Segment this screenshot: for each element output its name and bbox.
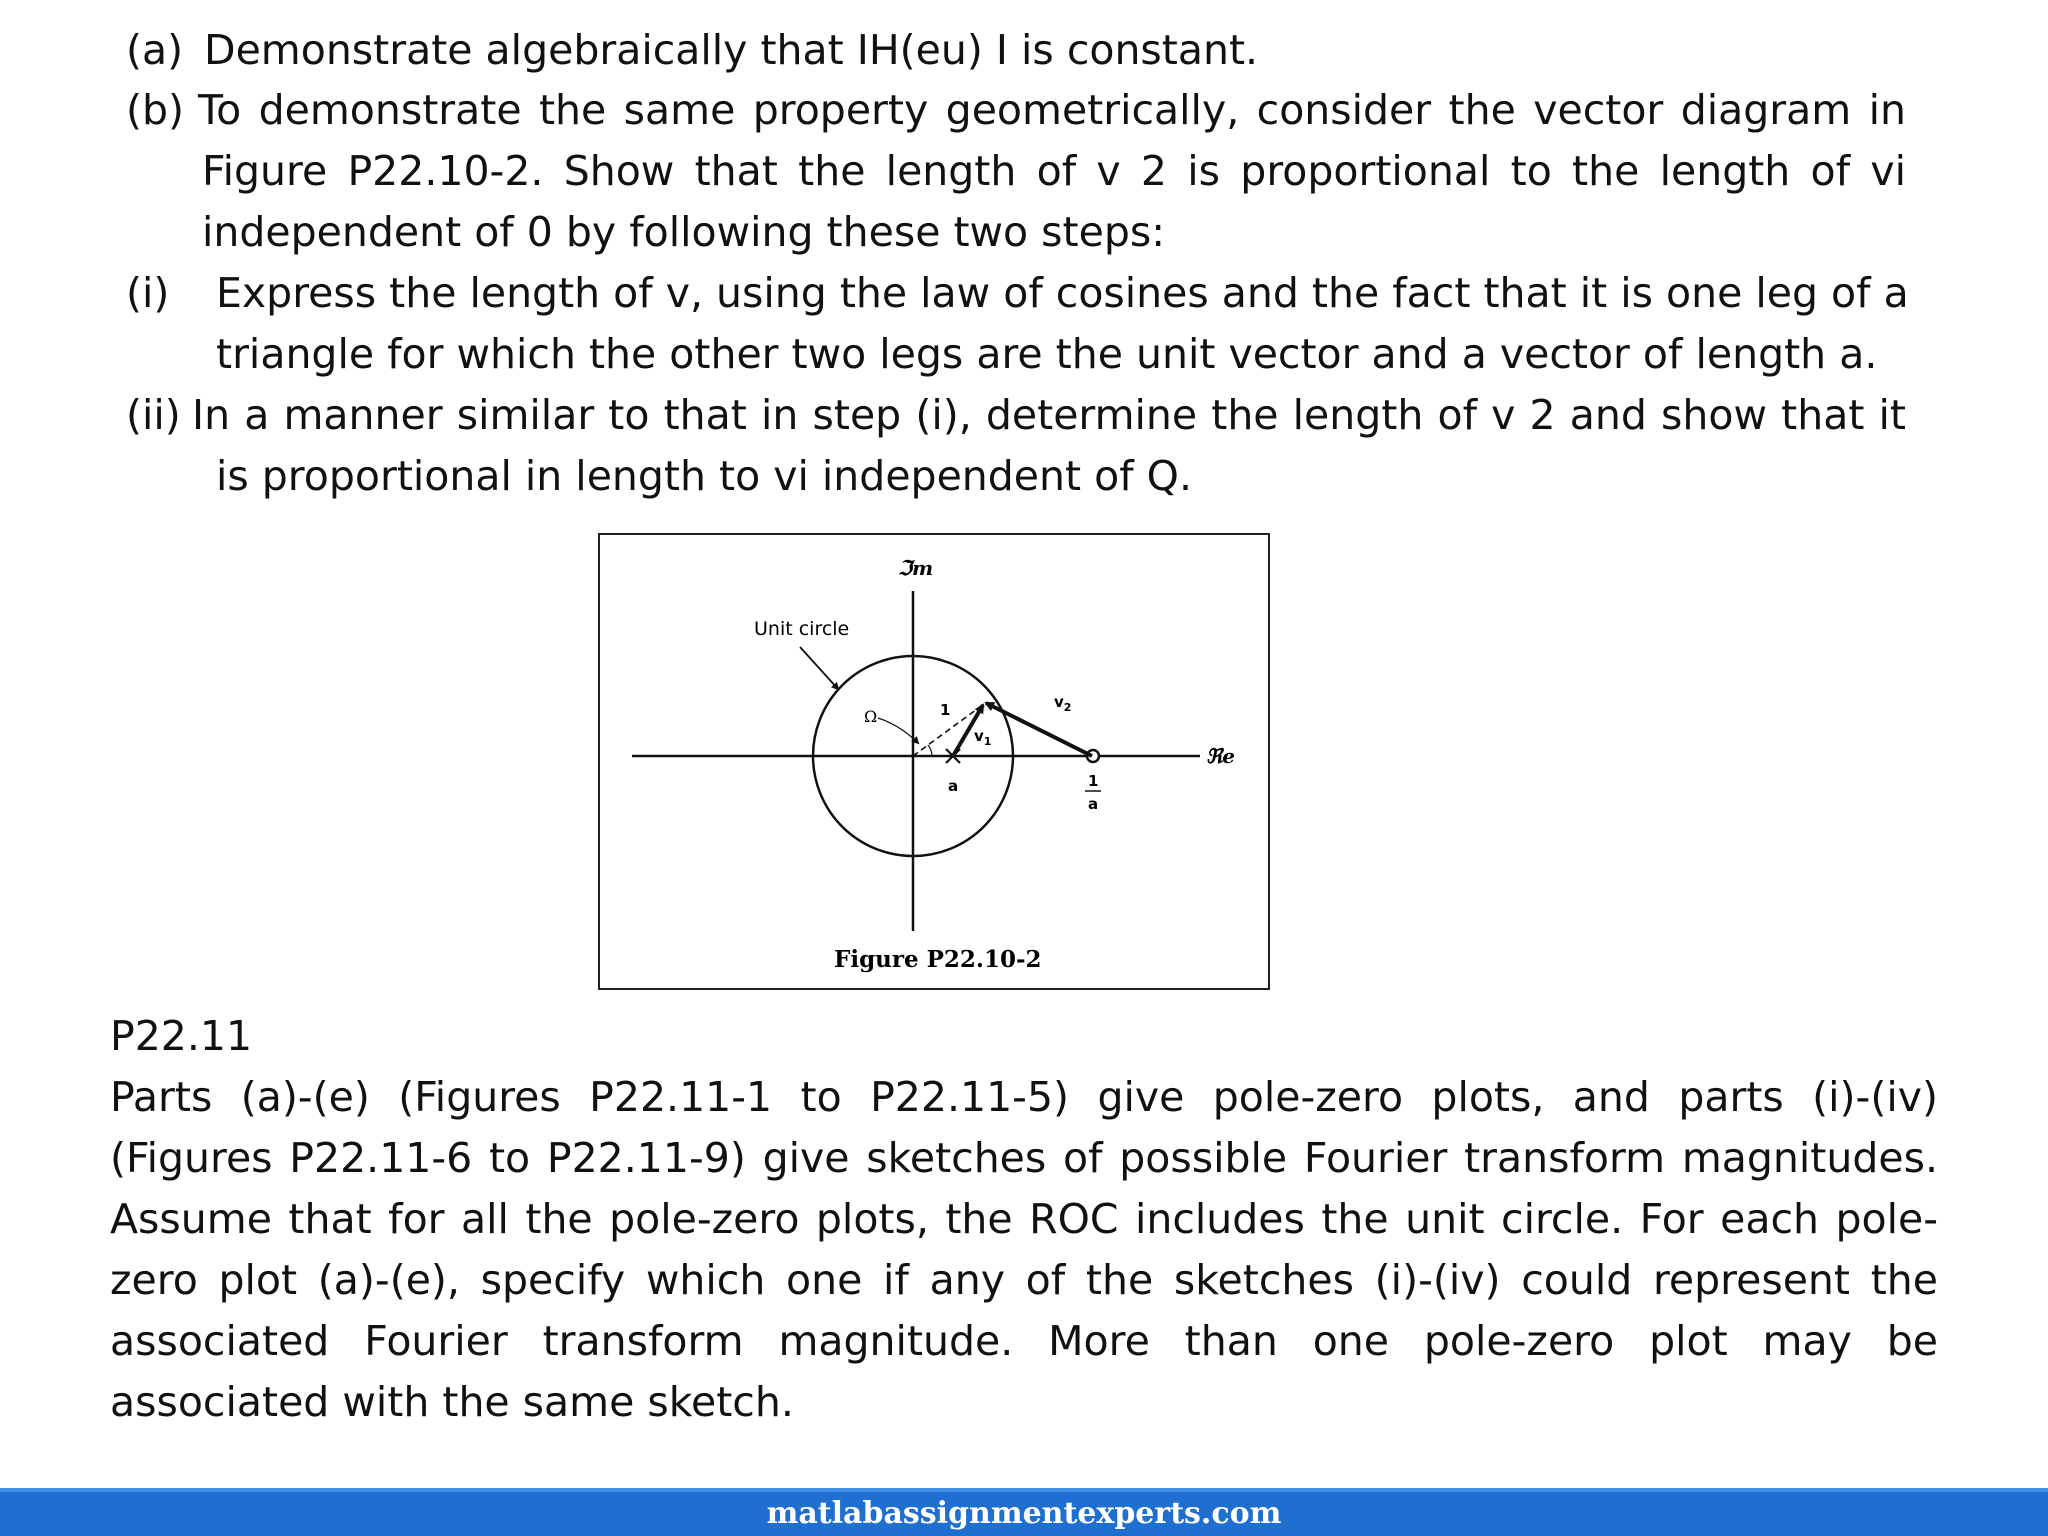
step-ii-label: (ii)	[126, 391, 181, 439]
question-a-label: (a)	[126, 26, 184, 74]
imaginary-axis-label: ℑm	[898, 556, 934, 580]
inverse-a-denominator: a	[1088, 795, 1099, 813]
v2-label	[1054, 693, 1071, 714]
v1-subscript: 1	[983, 735, 992, 748]
unit-length-label: 1	[940, 701, 951, 719]
inverse-a-numerator: 1	[1088, 772, 1099, 790]
v1-letter: v	[974, 727, 984, 745]
footer-site-link[interactable]: matlabassignmentexperts.com	[766, 1496, 1282, 1531]
figure-caption: Figure P22.10-2	[834, 946, 1042, 973]
problem-p22-11-line-1: Parts (a)-(e) (Figures P22.11-1 to P22.11-5) give pole-zero plots, and parts (i)-(iv)	[110, 1073, 1938, 1121]
figure-p22-10-2	[598, 533, 1270, 990]
problem-p22-11-line-6: associated with the same sketch.	[110, 1378, 794, 1426]
step-i-line-1: Express the length of v, using the law of cosines and the fact that it is one leg of a	[216, 269, 1909, 317]
problem-p22-11-line-2: (Figures P22.11-6 to P22.11-9) give sketches of possible Fourier transform magnitudes.	[110, 1134, 1938, 1182]
question-a-text: Demonstrate algebraically that IH(eu) I is constant.	[204, 26, 1259, 74]
problem-p22-11-line-4: zero plot (a)-(e), specify which one if any of the sketches (i)-(iv) could represent the	[110, 1256, 1938, 1304]
step-ii-line-2: is proportional in length to vi independent of Q.	[216, 452, 1192, 500]
question-b-line-1: To demonstrate the same property geometrically, consider the vector diagram in	[198, 86, 1906, 134]
v2-subscript: 2	[1063, 701, 1072, 714]
vector-v2	[983, 703, 1092, 756]
problem-p22-11-heading: P22.11	[110, 1012, 253, 1060]
unit-circle-pointer	[800, 647, 838, 689]
omega-arc	[928, 745, 932, 756]
question-b-label: (b)	[126, 86, 185, 134]
step-ii-line-1: In a manner similar to that in step (i), determine the length of v 2 and show that it	[192, 391, 1906, 439]
question-b-line-2: Figure P22.10-2. Show that the length of v 2 is proportional to the length of vi	[202, 147, 1906, 195]
pole-a-label: a	[948, 777, 959, 795]
unit-circle-label: Unit circle	[754, 618, 850, 640]
step-i-line-2: triangle for which the other two legs are the unit vector and a vector of length a.	[216, 330, 1878, 378]
problem-p22-11-line-5: associated Fourier transform magnitude. More than one pole-zero plot may be	[110, 1317, 1938, 1365]
footer-bar	[0, 1488, 2048, 1536]
problem-p22-11-line-3: Assume that for all the pole-zero plots, the ROC includes the unit circle. For each pole-	[110, 1195, 1938, 1243]
step-i-label: (i)	[126, 269, 170, 317]
vector-diagram	[600, 535, 1268, 988]
question-b-line-3: independent of 0 by following these two steps:	[202, 208, 1166, 256]
v1-label	[974, 727, 991, 748]
real-axis-label: ℜe	[1206, 744, 1236, 768]
v2-letter: v	[1054, 693, 1064, 711]
omega-label: Ω	[864, 707, 878, 726]
